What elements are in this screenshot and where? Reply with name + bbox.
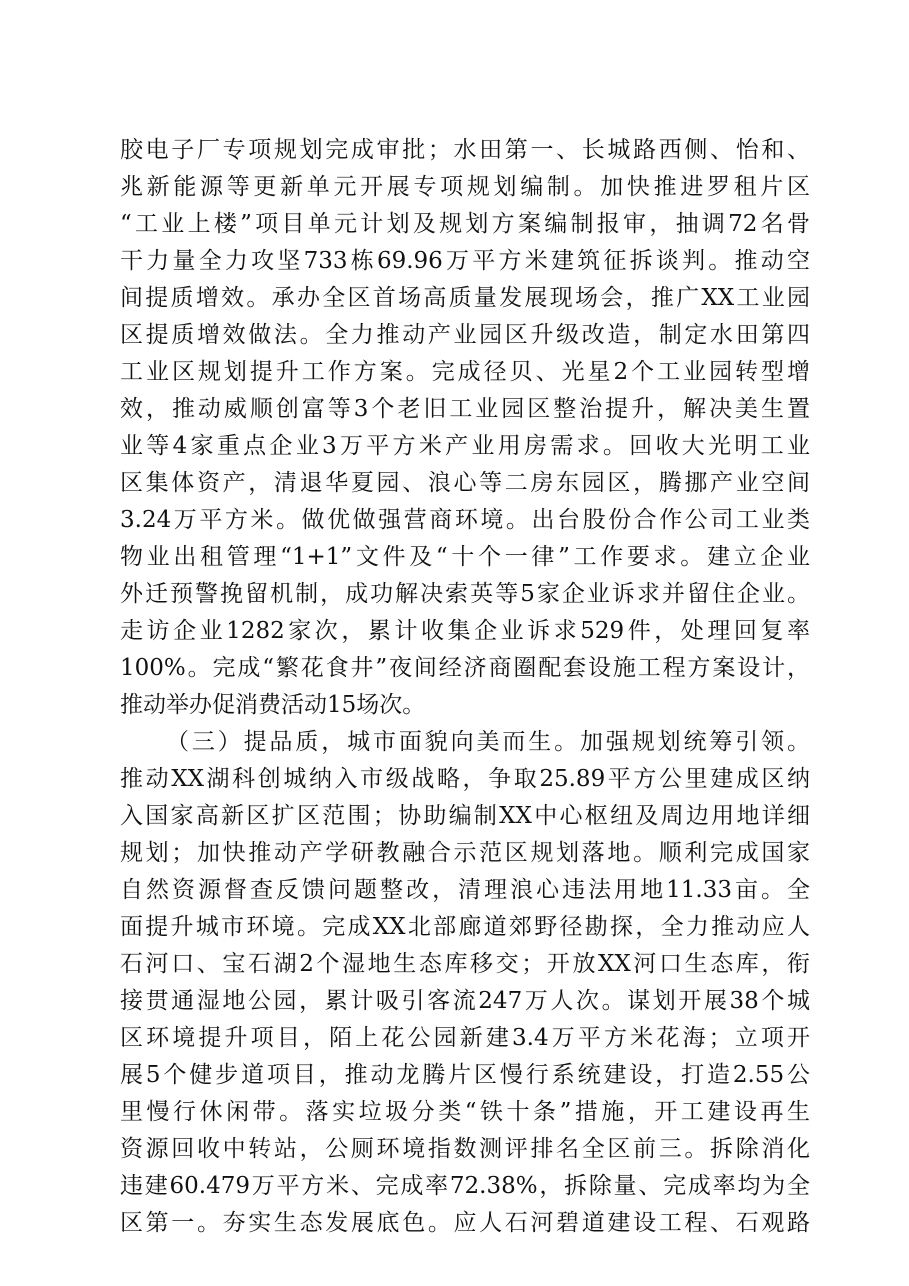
text-line: 区第一。夯实生态发展底色。应人石河碧道建设工程、石观路	[120, 1210, 810, 1236]
body-text	[120, 132, 810, 1242]
text-line: 胶电子厂专项规划完成审批；水田第一、长城路西侧、怡和、	[120, 137, 810, 163]
text-line: 入国家高新区扩区范围；协助编制XX中心枢纽及周边用地详细	[120, 803, 810, 829]
text-line: 区提质增效做法。全力推动产业园区升级改造，制定水田第四	[120, 322, 810, 348]
text-line: 间提质增效。承办全区首场高质量发展现场会，推广XX工业园	[120, 285, 810, 311]
text-line: 资源回收中转站，公厕环境指数测评排名全区前三。拆除消化	[120, 1136, 810, 1162]
text-line: 石河口、宝石湖2个湿地生态库移交；开放XX河口生态库，衔	[120, 951, 810, 977]
text-line: 推动XX湖科创城纳入市级战略，争取25.89平方公里建成区纳	[120, 766, 810, 792]
text-line: 面提升城市环境。完成XX北部廊道郊野径勘探，全力推动应人	[120, 914, 810, 940]
text-line: 区环境提升项目，陌上花公园新建3.4万平方米花海；立项开	[120, 1025, 810, 1051]
text-line: 展5个健步道项目，推动龙腾片区慢行系统建设，打造2.55公	[120, 1062, 810, 1088]
section-heading-line: （三）提品质，城市面貌向美而生。加强规划统筹引领。	[166, 729, 810, 755]
text-line: 推动举办促消费活动15场次。	[120, 692, 426, 718]
text-line: 工业区规划提升工作方案。完成径贝、光星2个工业园转型增	[120, 359, 810, 385]
text-line: 干力量全力攻坚733栋69.96万平方米建筑征拆谈判。推动空	[120, 248, 810, 274]
text-line: 里慢行休闲带。落实垃圾分类“铁十条”措施，开工建设再生	[120, 1099, 810, 1125]
text-line: 自然资源督查反馈问题整改，清理浪心违法用地11.33亩。全	[120, 877, 810, 903]
text-line: 100%。完成“繁花食井”夜间经济商圈配套设施工程方案设计，	[120, 655, 810, 681]
text-line: 接贯通湿地公园，累计吸引客流247万人次。谋划开展38个城	[120, 988, 810, 1014]
text-line: 规划；加快推动产学研教融合示范区规划落地。顺利完成国家	[120, 840, 810, 866]
text-line: 违建60.479万平方米、完成率72.38%，拆除量、完成率均为全	[120, 1173, 810, 1199]
text-line: “工业上楼”项目单元计划及规划方案编制报审，抽调72名骨	[120, 211, 810, 237]
text-line: 走访企业1282家次，累计收集企业诉求529件，处理回复率	[120, 618, 810, 644]
text-line: 兆新能源等更新单元开展专项规划编制。加快推进罗租片区	[120, 174, 810, 200]
text-line: 业等4家重点企业3万平方米产业用房需求。回收大光明工业	[120, 433, 810, 459]
text-line: 区集体资产，清退华夏园、浪心等二房东园区，腾挪产业空间	[120, 470, 810, 496]
text-line: 物业出租管理“1+1”文件及“十个一律”工作要求。建立企业	[120, 544, 810, 570]
text-line: 效，推动威顺创富等3个老旧工业园区整治提升，解决美生置	[120, 396, 810, 422]
text-line: 3.24万平方米。做优做强营商环境。出台股份合作公司工业类	[120, 507, 810, 533]
text-line: 外迁预警挽留机制，成功解决索英等5家企业诉求并留住企业。	[120, 581, 810, 607]
